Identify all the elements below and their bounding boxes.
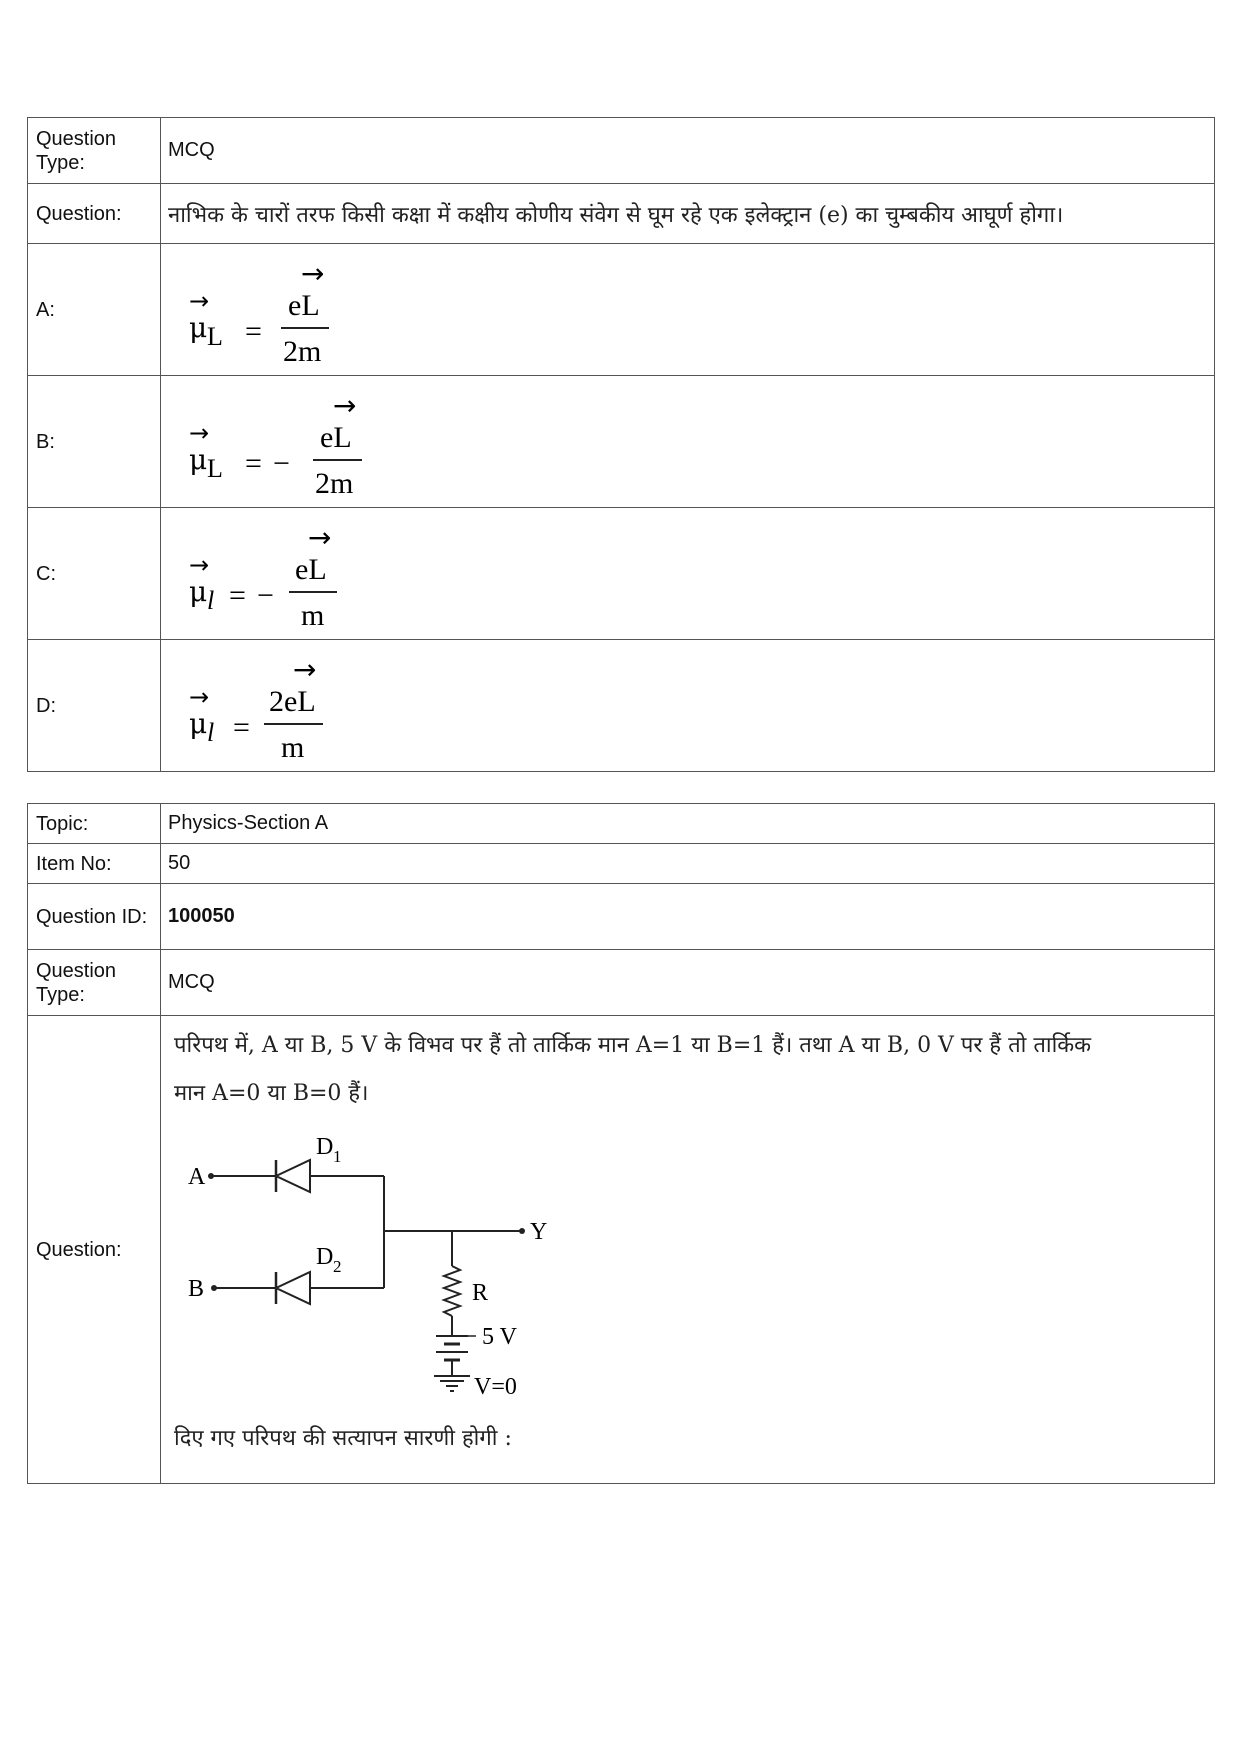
question-text: नाभिक के चारों तरफ किसी कक्षा में कक्षीय कोणीय संवेग से घूम रहे एक इलेक्ट्रान (e) का चुम्बकीय आघूर्ण होगा। xyxy=(168,202,1064,228)
svg-text:=: = xyxy=(233,710,250,744)
question-table-1 xyxy=(27,117,1215,772)
question-type-value: MCQ xyxy=(161,118,1215,184)
option-c-numerator: eL xyxy=(295,552,327,586)
option-c-label: C: xyxy=(28,508,161,640)
svg-text:=: = xyxy=(245,314,262,348)
supply-label: 5 V xyxy=(482,1324,517,1350)
option-a-numerator: eL xyxy=(288,288,320,322)
option-a-label: A: xyxy=(28,244,161,376)
question-text-line-2: मान A=0 या B=0 हैं। xyxy=(174,1081,369,1106)
resistor-label: R xyxy=(472,1280,489,1306)
question-type-value-2: MCQ xyxy=(161,950,1215,1016)
svg-text:l: l xyxy=(207,585,215,615)
svg-text:→: → xyxy=(301,256,325,290)
question-type-label: Question Type: xyxy=(28,118,161,184)
input-a-label: A xyxy=(188,1164,206,1190)
svg-text:→: → xyxy=(333,388,357,422)
diode-d1 xyxy=(276,1160,310,1192)
diode-d2-label: D xyxy=(316,1244,334,1270)
option-a-formula xyxy=(161,245,561,375)
option-d-denominator: m xyxy=(281,730,305,764)
svg-text:→: → xyxy=(189,418,210,447)
svg-text:→: → xyxy=(189,286,210,315)
output-y-label: Y xyxy=(530,1219,548,1245)
svg-text:μ: μ xyxy=(189,442,208,476)
svg-text:=: = xyxy=(245,446,262,480)
question-id-label: Question ID: xyxy=(28,884,161,950)
question-label-2: Question: xyxy=(28,1016,161,1484)
resistor-r xyxy=(444,1266,460,1316)
topic-value: Physics-Section A xyxy=(161,804,1215,844)
option-d-numerator: 2eL xyxy=(269,684,316,718)
svg-text:μ: μ xyxy=(189,574,208,608)
svg-text:L: L xyxy=(207,321,223,351)
item-no-value: 50 xyxy=(161,844,1215,884)
option-d-label: D: xyxy=(28,640,161,772)
ground-label: V=0 xyxy=(474,1374,517,1400)
svg-text:→: → xyxy=(189,682,210,711)
option-c-denominator: m xyxy=(301,598,325,632)
input-b-label: B xyxy=(188,1276,205,1302)
question-label: Question: xyxy=(28,184,161,244)
question-table-2 xyxy=(27,803,1215,1484)
svg-text:→: → xyxy=(189,550,210,579)
diode-d2 xyxy=(276,1272,310,1304)
question-footer: दिए गए परिपथ की सत्यापन सारणी होगी : xyxy=(174,1426,512,1451)
question-type-label-2: Question Type: xyxy=(28,950,161,1016)
option-b-denominator: 2m xyxy=(315,466,354,500)
svg-text:2: 2 xyxy=(333,1257,342,1276)
option-b-label: B: xyxy=(28,376,161,508)
svg-text:−: − xyxy=(273,446,290,480)
battery-5v xyxy=(436,1336,468,1360)
question-id-value: 100050 xyxy=(161,884,1215,950)
question-text-line-1: परिपथ में, A या B, 5 V के विभव पर हैं तो तार्किक मान A=1 या B=1 हैं। तथा A या B, 0 V पर हैं तो तार्किक xyxy=(174,1033,1092,1058)
option-c-formula xyxy=(161,509,561,639)
diode-d1-label: D xyxy=(316,1134,334,1160)
svg-text:−: − xyxy=(257,578,274,612)
item-no-label: Item No: xyxy=(28,844,161,884)
topic-label: Topic: xyxy=(28,804,161,844)
svg-text:L: L xyxy=(207,453,223,483)
svg-text:1: 1 xyxy=(333,1147,342,1166)
option-d-formula xyxy=(161,641,561,771)
option-b-formula xyxy=(161,377,561,507)
ground-symbol xyxy=(434,1376,470,1391)
svg-text:l: l xyxy=(207,717,215,747)
svg-text:→: → xyxy=(293,652,317,686)
or-gate-circuit-diagram xyxy=(176,1124,596,1416)
svg-text:=: = xyxy=(229,578,246,612)
svg-text:μ: μ xyxy=(189,706,208,740)
svg-text:μ: μ xyxy=(189,310,208,344)
option-a-denominator: 2m xyxy=(283,334,322,368)
svg-text:→: → xyxy=(308,520,332,554)
option-b-numerator: eL xyxy=(320,420,352,454)
